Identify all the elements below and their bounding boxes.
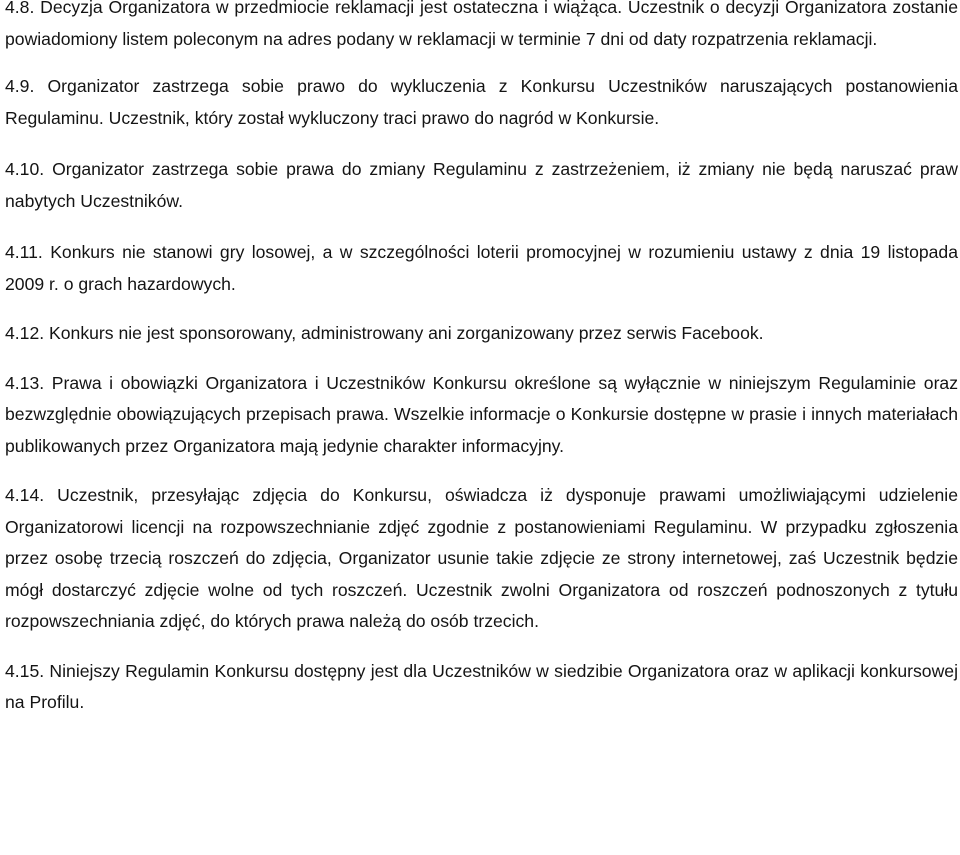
paragraph-4-14 bbox=[5, 480, 958, 638]
paragraph-4-15 bbox=[5, 656, 958, 719]
paragraph-number: 4.9. bbox=[5, 76, 35, 96]
paragraph-4-9 bbox=[5, 71, 958, 134]
paragraph-4-10 bbox=[5, 154, 958, 217]
paragraph-text: Uczestnik, przesyłając zdjęcia do Konkursu, oświadcza iż dysponuje prawami umożliwiającymi udzielenie Organizatorowi licencji na rozpowszechnianie zdjęć zgodnie z postanowieniami Regulaminu. W przypadku zgłoszenia przez osobę trzecią roszczeń do zdjęcia, Organizator usunie takie zdjęcie ze strony internetowej, zaś Uczestnik będzie mógł dostarczyć zdjęcie wolne od tych roszczeń. Uczestnik zwolni Organizatora od roszczeń podnoszonych z tytułu rozpowszechniania zdjęć, do których prawa należą do osób trzecich. bbox=[5, 485, 958, 631]
paragraph-number: 4.11. bbox=[5, 242, 43, 262]
paragraph-number: 4.10. bbox=[5, 159, 45, 179]
paragraph-number: 4.14. bbox=[5, 485, 45, 505]
paragraph-text: Organizator zastrzega sobie prawo do wykluczenia z Konkursu Uczestników naruszających postanowienia Regulaminu. Uczestnik, który został wykluczony traci prawo do nagród w Konkursie. bbox=[5, 76, 958, 128]
paragraph-text: Niniejszy Regulamin Konkursu dostępny jest dla Uczestników w siedzibie Organizatora oraz w aplikacji konkursowej na Profilu. bbox=[5, 660, 958, 712]
paragraph-4-12 bbox=[5, 318, 958, 350]
paragraph-number: 4.15. bbox=[5, 660, 45, 681]
paragraph-text: Konkurs nie jest sponsorowany, administrowany ani zorganizowany przez serwis Facebook. bbox=[49, 323, 764, 343]
paragraph-text: Decyzja Organizatora w przedmiocie reklamacji jest ostateczna i wiążąca. Uczestnik o decyzji Organizatora zostanie powiadomiony listem poleconym na adres podany w reklamacji w terminie 7 dni od daty rozpatrzenia reklamacji. bbox=[5, 0, 958, 49]
paragraph-text: Organizator zastrzega sobie prawa do zmiany Regulaminu z zastrzeżeniem, iż zmiany nie będą naruszać praw nabytych Uczestników. bbox=[5, 159, 958, 211]
paragraph-number: 4.8. bbox=[5, 0, 35, 17]
paragraph-4-8 bbox=[5, 0, 958, 55]
regulations-document bbox=[5, 0, 958, 719]
paragraph-text: Konkurs nie stanowi gry losowej, a w szczególności loterii promocyjnej w rozumieniu ustawy z dnia 19 listopada 2009 r. o grach hazardowych. bbox=[5, 242, 958, 294]
paragraph-4-13 bbox=[5, 368, 958, 463]
paragraph-number: 4.13. bbox=[5, 372, 45, 393]
paragraph-text: Prawa i obowiązki Organizatora i Uczestników Konkursu określone są wyłącznie w niniejszym Regulaminie oraz bezwzględnie obowiązujących przepisach prawa. Wszelkie informacje o Konkursie dostępne w prasie i innych materiałach publikowanych przez Organizatora mają jedynie charakter informacyjny. bbox=[5, 372, 959, 456]
paragraph-4-11 bbox=[5, 237, 958, 300]
paragraph-number: 4.12. bbox=[5, 323, 45, 343]
